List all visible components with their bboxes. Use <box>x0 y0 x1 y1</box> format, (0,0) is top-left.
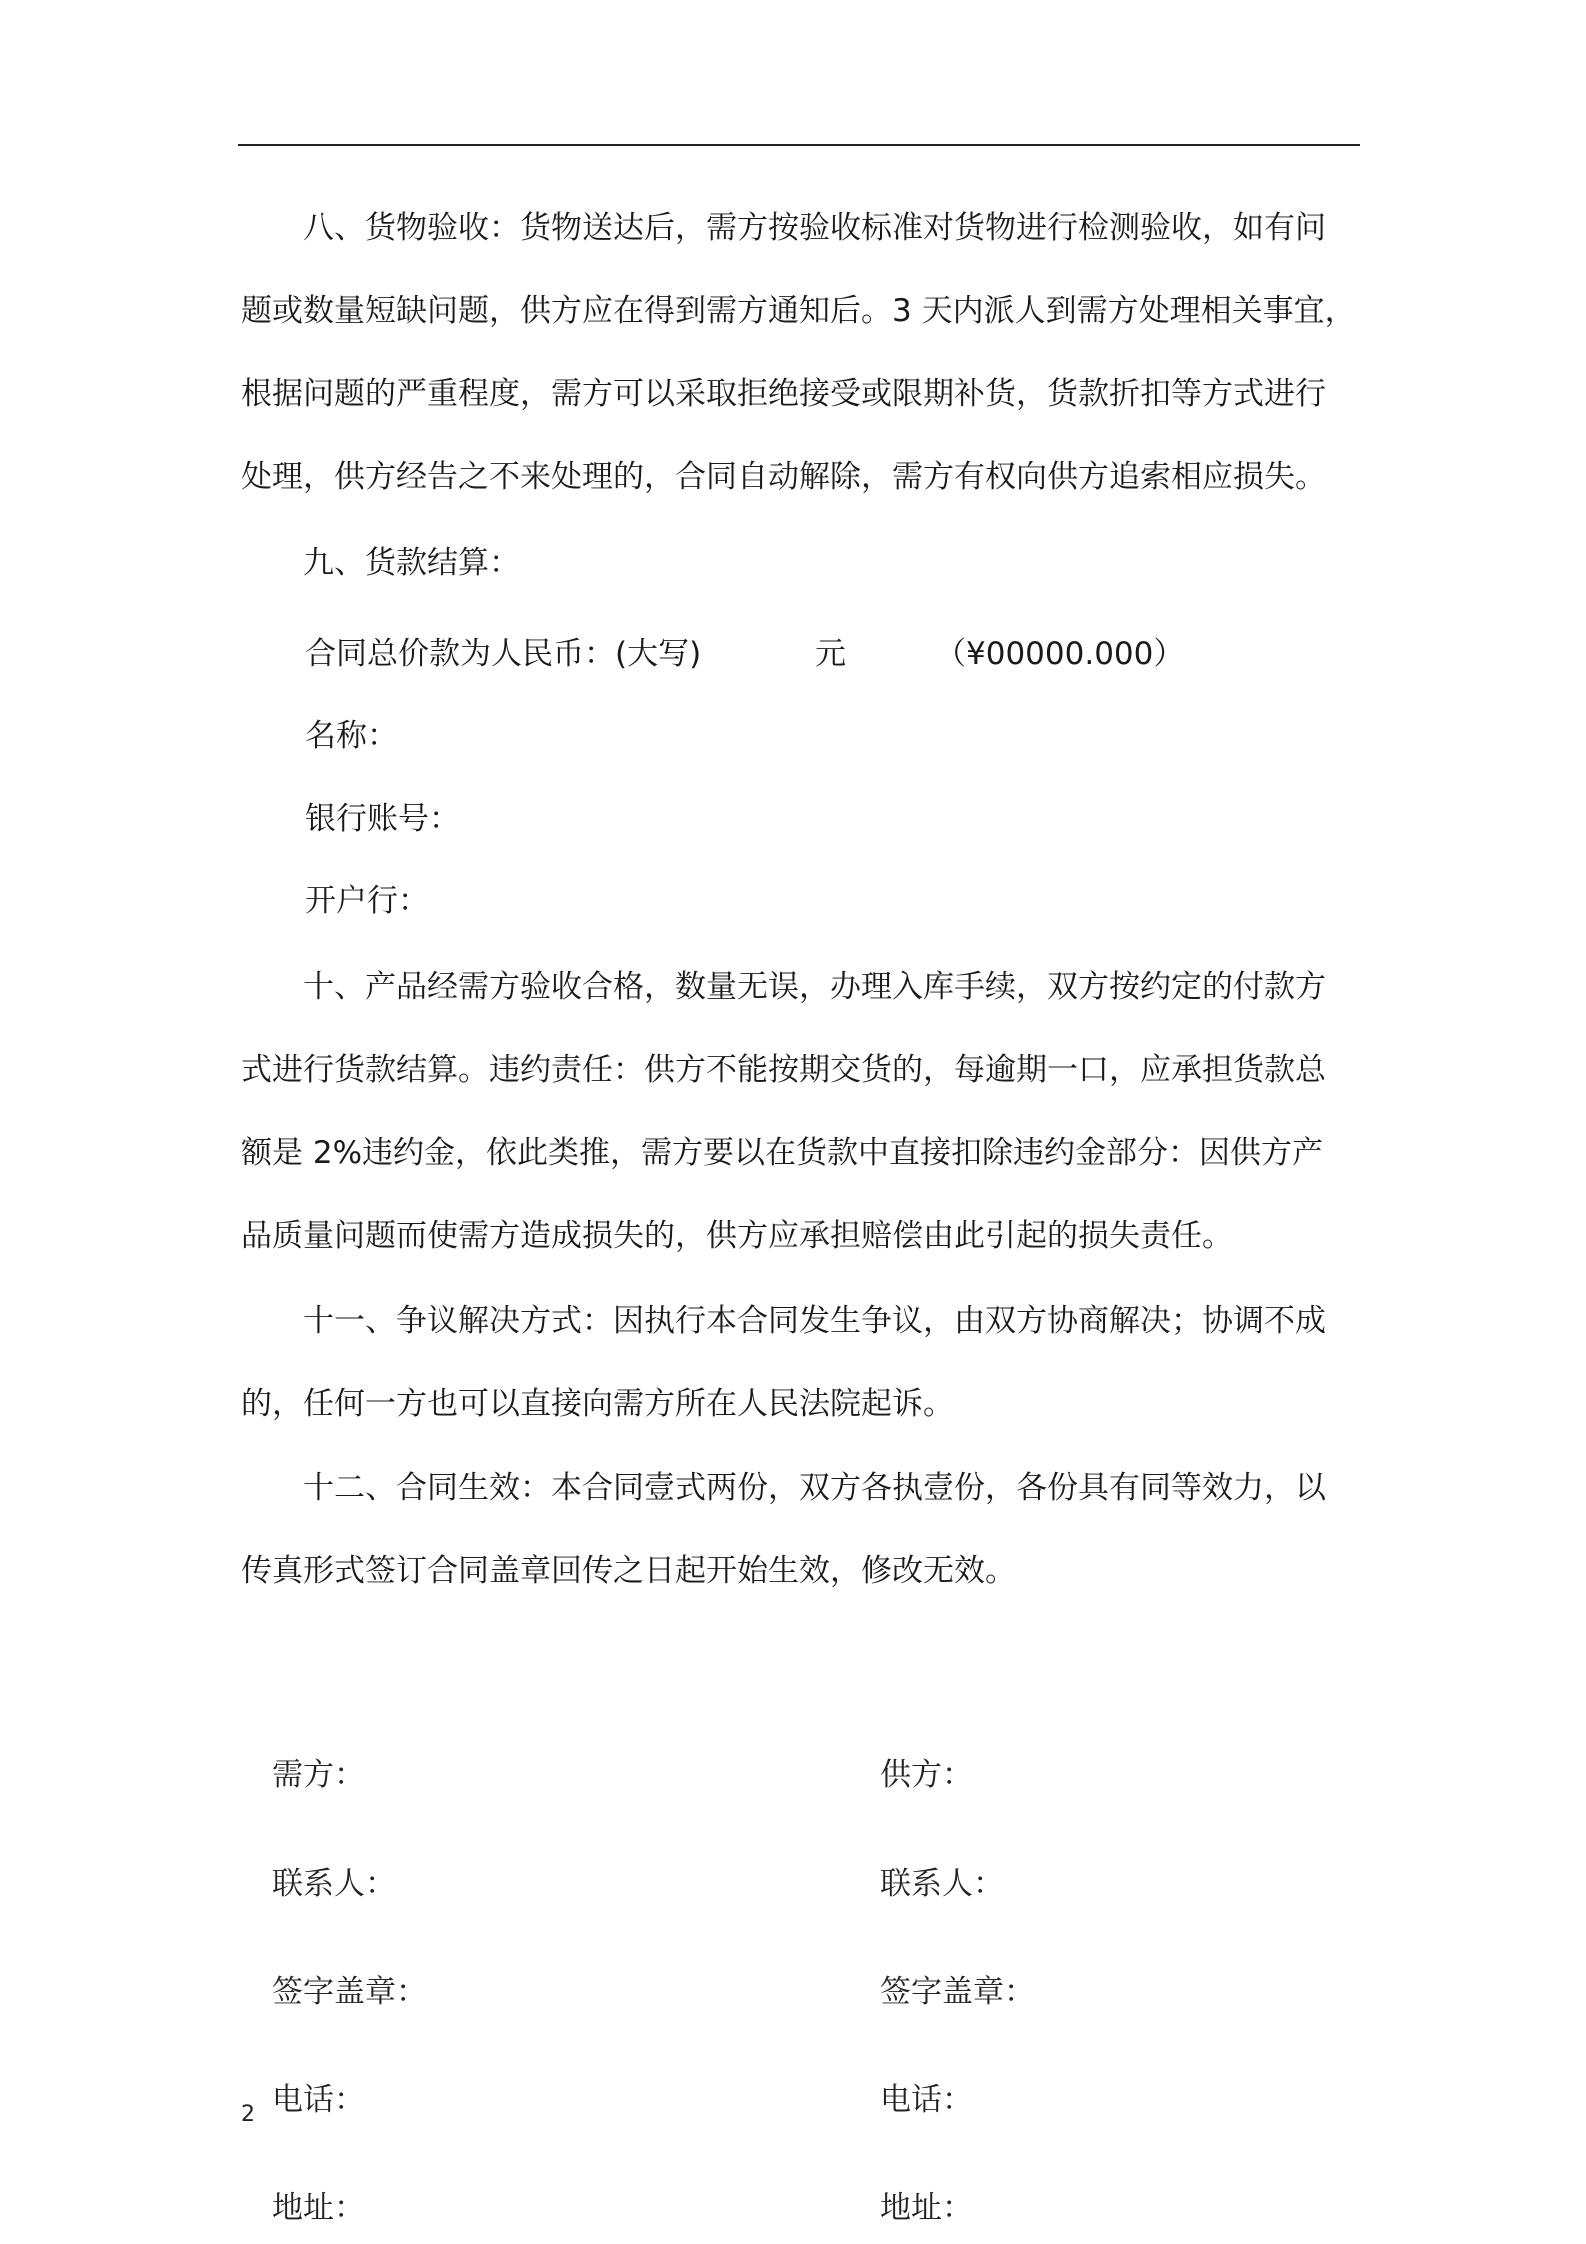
supplier-party-label: 供方： <box>880 1757 973 1793</box>
section-12-line-1: 十二、合同生效：本合同壹式两份，双方各执壹份，各份具有同等效力，以 <box>303 1470 1326 1506</box>
supplier-address-label: 地址： <box>880 2190 973 2226</box>
total-price-amount: （¥00000.000） <box>935 636 1185 672</box>
supplier-seal-label: 签字盖章： <box>880 1974 1035 2010</box>
section-9-title <box>241 522 1358 605</box>
total-price-unit: 元 <box>815 636 846 672</box>
buyer-address-label: 地址： <box>272 2190 365 2226</box>
section-10-line-1: 十、产品经需方验收合格，数量无误，办理入库手续，双方按约定的付款方 <box>303 969 1326 1005</box>
section-11-dispute <box>241 1280 1358 1446</box>
buyer-party-label: 需方： <box>272 1757 365 1793</box>
opening-bank-label: 开户行： <box>305 883 429 919</box>
total-price-label: 合同总价款为人民币：(大写) <box>305 636 702 672</box>
supplier-phone-label: 电话： <box>880 2082 973 2118</box>
buyer-phone-label: 电话： <box>272 2082 365 2118</box>
bank-account-label: 银行账号： <box>305 801 460 837</box>
buyer-contact-label: 联系人： <box>272 1866 396 1902</box>
section-9-title-text: 九、货款结算： <box>303 545 520 581</box>
section-12-effectiveness <box>241 1447 1358 1613</box>
payee-name-field <box>305 716 398 756</box>
page-number: 2 <box>241 2102 255 2127</box>
contract-total-price <box>305 634 1205 674</box>
bank-account-field <box>305 799 460 839</box>
section-10-line-2: 式进行货款结算。违约责任：供方不能按期交货的，每逾期一口，应承担货款总 <box>241 1052 1326 1088</box>
section-11-line-2: 的，任何一方也可以直接向需方所在人民法院起诉。 <box>241 1386 954 1422</box>
section-8-line-4: 处理，供方经告之不来处理的，合同自动解除，需方有权向供方追索相应损失。 <box>241 459 1326 495</box>
supplier-contact-label: 联系人： <box>880 1866 1004 1902</box>
section-10-line-3: 额是 2%违约金，依此类推，需方要以在货款中直接扣除违约金部分：因供方产 <box>241 1135 1324 1171</box>
buyer-seal-label: 签字盖章： <box>272 1974 427 2010</box>
section-8-line-3: 根据问题的严重程度，需方可以采取拒绝接受或限期补货，货款折扣等方式进行 <box>241 376 1326 412</box>
section-8-acceptance <box>241 187 1358 519</box>
header-rule <box>238 144 1360 146</box>
section-8-line-1: 八、货物验收：货物送达后，需方按验收标准对货物进行检测验收，如有问 <box>303 210 1326 246</box>
opening-bank-field <box>305 881 429 921</box>
payee-name-label: 名称： <box>305 718 398 754</box>
section-10-line-4: 品质量问题而使需方造成损失的，供方应承担赔偿由此引起的损失责任。 <box>241 1218 1233 1254</box>
section-12-line-2: 传真形式签订合同盖章回传之日起开始生效，修改无效。 <box>241 1553 1016 1589</box>
section-10-settlement <box>241 946 1358 1278</box>
section-8-line-2: 题或数量短缺问题，供方应在得到需方通知后。3 天内派人到需方处理相关事宜， <box>241 293 1356 329</box>
section-11-line-1: 十一、争议解决方式：因执行本合同发生争议，由双方协商解决；协调不成 <box>303 1303 1326 1339</box>
